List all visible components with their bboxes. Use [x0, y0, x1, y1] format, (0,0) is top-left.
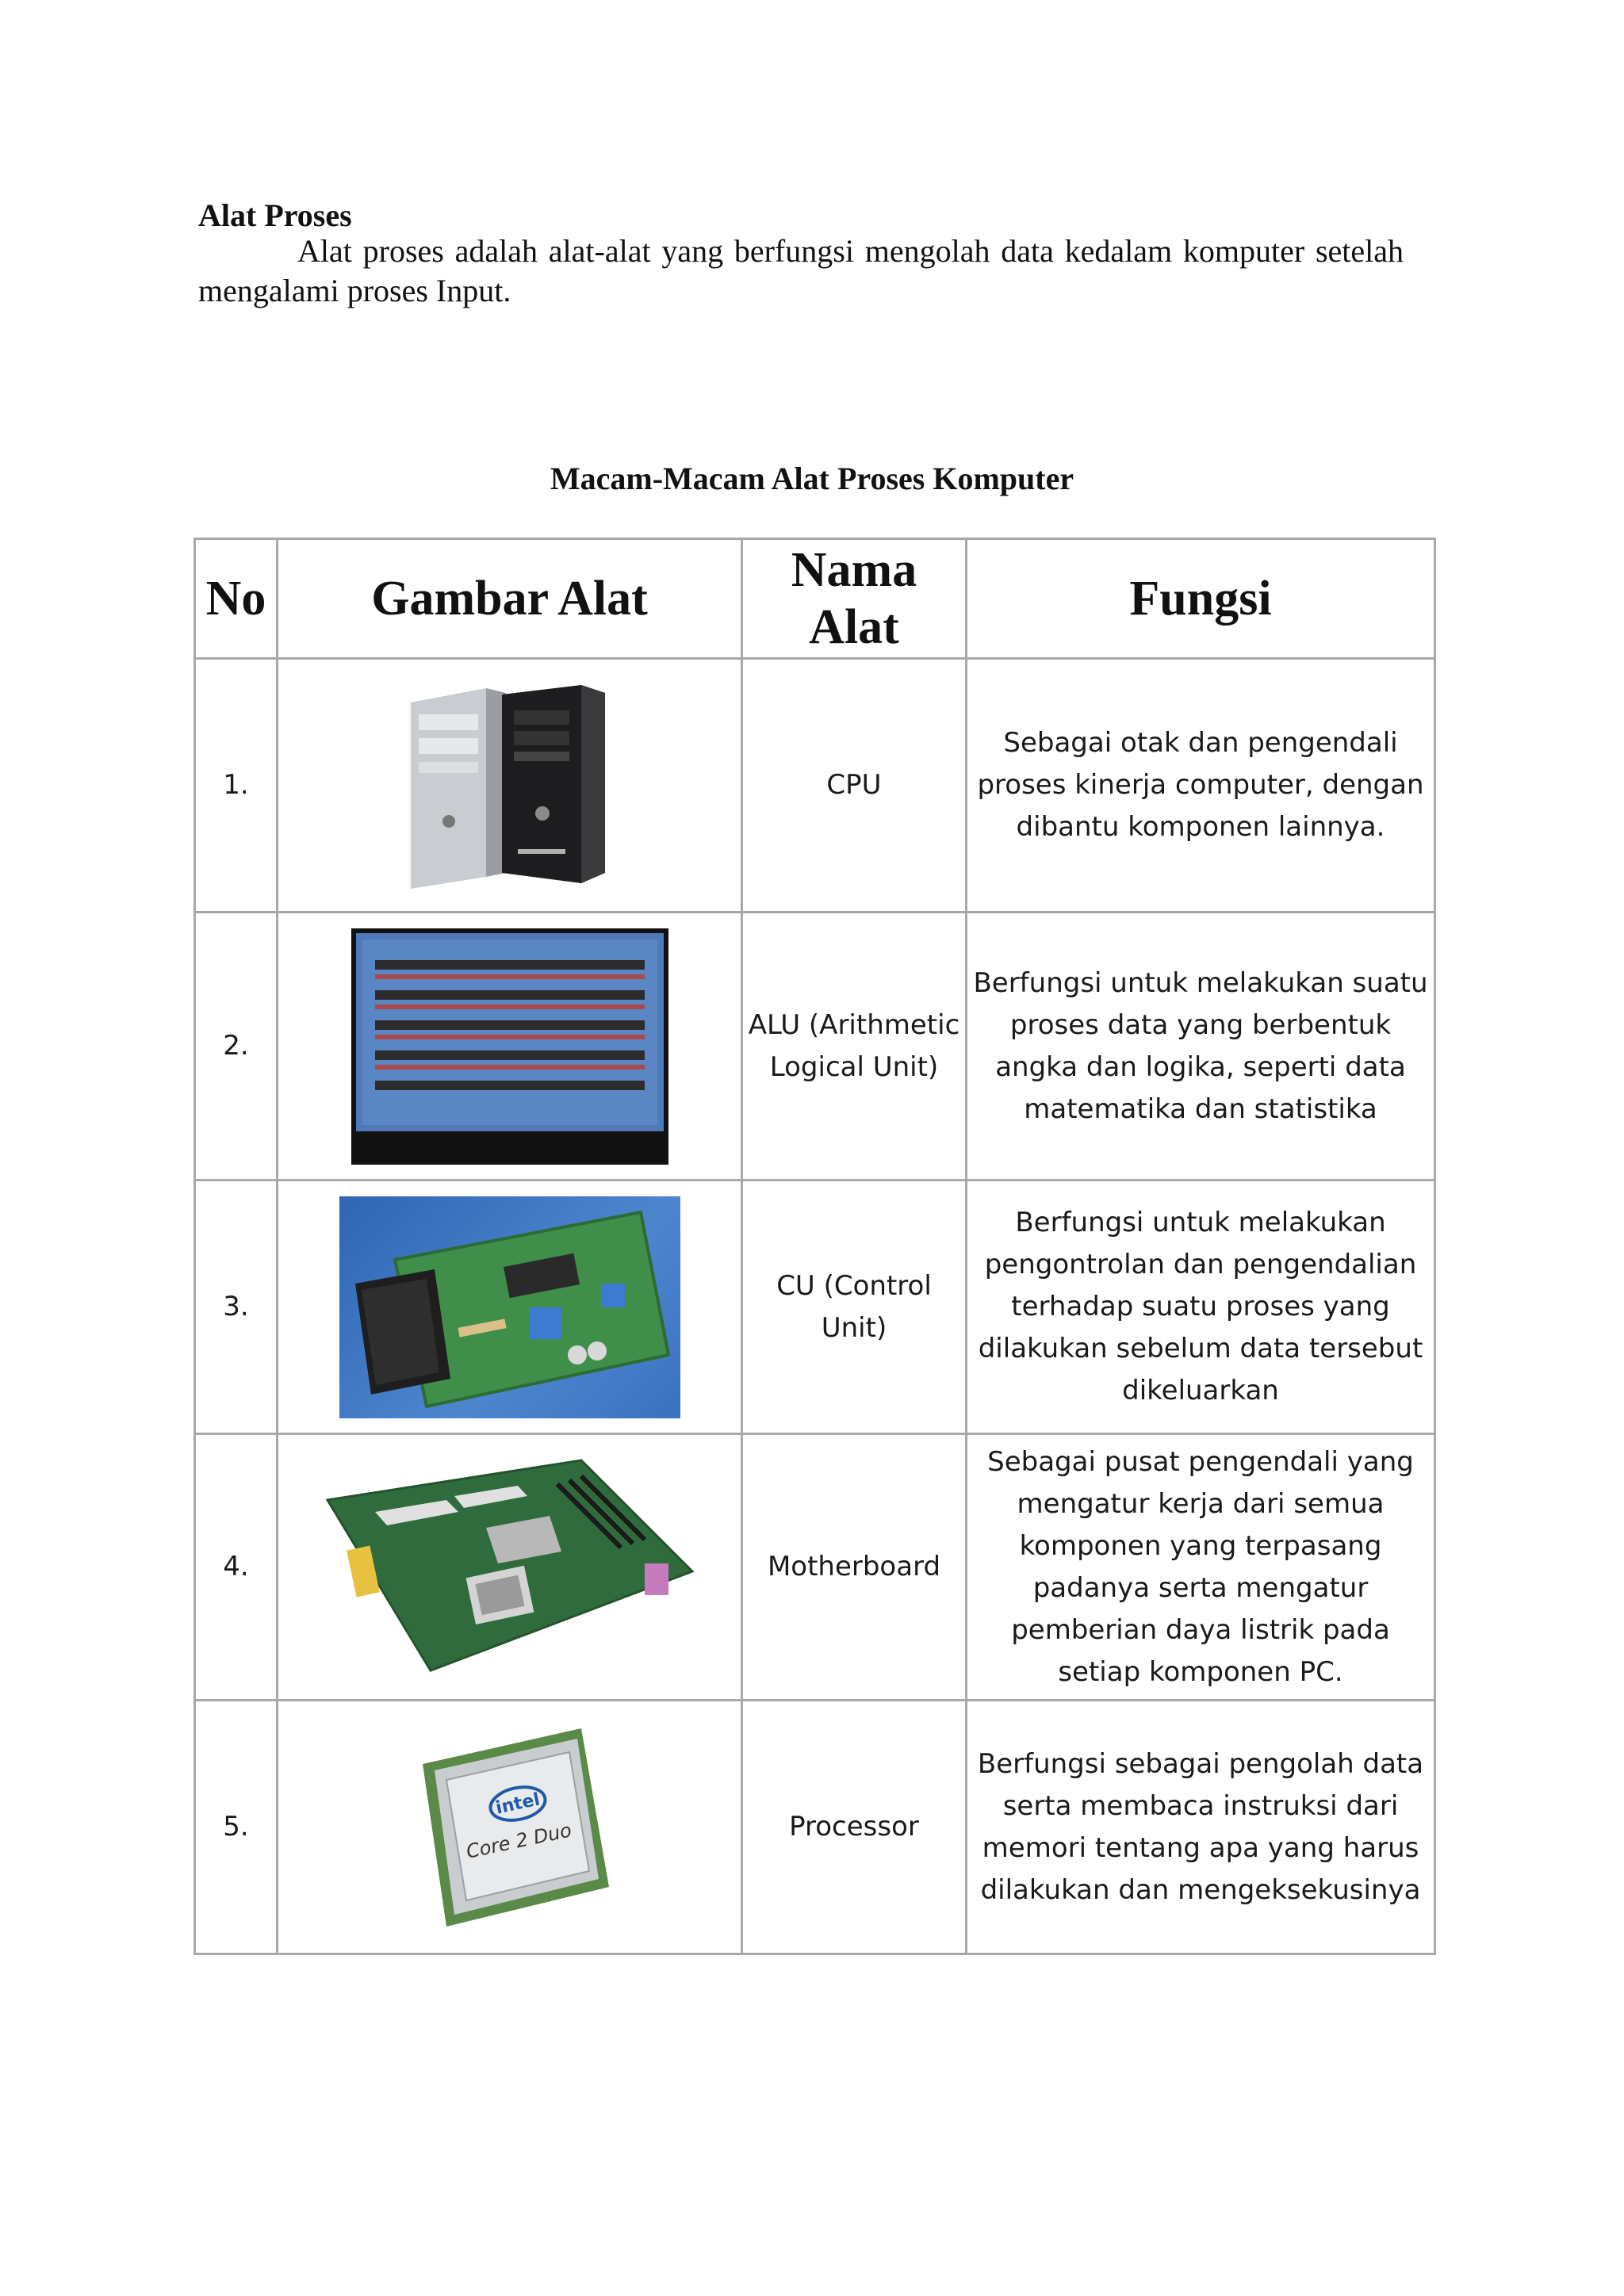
row-image: [278, 1181, 742, 1434]
processor-brand-label: intel: [493, 1789, 542, 1819]
cpu-tower-icon: [395, 679, 625, 893]
table-row: [195, 659, 1435, 913]
row-no: 1.: [195, 659, 278, 913]
row-name: Processor: [742, 1701, 967, 1954]
row-image: [278, 1701, 742, 1954]
row-name: ALU (Arithmetic Logical Unit): [742, 913, 967, 1181]
processor-chip-icon: [399, 1716, 621, 1938]
row-function: Berfungsi untuk melakukan pengontrolan dan pengendalian terhadap suatu proses yang dilakukan sebelum data tersebut dikeluarkan: [967, 1181, 1435, 1434]
motherboard-icon: [320, 1452, 700, 1682]
row-image: [278, 1434, 742, 1701]
row-function: Berfungsi sebagai pengolah data serta membaca instruksi dari memori tentang apa yang harus dilakukan dan mengeksekusinya: [967, 1701, 1435, 1954]
row-function: Sebagai otak dan pengendali proses kinerja computer, dengan dibantu komponen lainnya.: [967, 659, 1435, 913]
row-name: CU (Control Unit): [742, 1181, 967, 1434]
table-header-row: [195, 539, 1435, 659]
row-name: CPU: [742, 659, 967, 913]
row-no: 4.: [195, 1434, 278, 1701]
device-table: [193, 538, 1436, 1955]
control-unit-board-icon: [339, 1196, 680, 1418]
row-no: 5.: [195, 1701, 278, 1954]
row-name: Motherboard: [742, 1434, 967, 1701]
row-function: Sebagai pusat pengendali yang mengatur kerja dari semua komponen yang terpasang padanya serta mengatur pemberian daya listrik pada setiap komponen PC.: [967, 1434, 1435, 1701]
row-function: Berfungsi untuk melakukan suatu proses data yang berbentuk angka dan logika, seperti data matematika dan statistika: [967, 913, 1435, 1181]
header-no: No: [195, 539, 278, 659]
table-row: [195, 1701, 1435, 1954]
alu-board-icon: [351, 928, 668, 1165]
header-function: Fungsi: [967, 539, 1435, 659]
table-row: [195, 1434, 1435, 1701]
row-image: [278, 913, 742, 1181]
processor-model-label: Core 2 Duo: [463, 1818, 573, 1863]
header-image: Gambar Alat: [278, 539, 742, 659]
table-row: [195, 913, 1435, 1181]
intro-paragraph: Alat proses adalah alat-alat yang berfungsi mengolah data kedalam komputer setelah mengalami proses Input.: [198, 233, 1404, 308]
header-name: Nama Alat: [742, 539, 967, 659]
row-image: [278, 659, 742, 913]
section-title: Alat Proses: [198, 197, 352, 233]
row-no: 2.: [195, 913, 278, 1181]
table-row: [195, 1181, 1435, 1434]
row-no: 3.: [195, 1181, 278, 1434]
table-caption: Macam-Macam Alat Proses Komputer: [550, 461, 1074, 496]
